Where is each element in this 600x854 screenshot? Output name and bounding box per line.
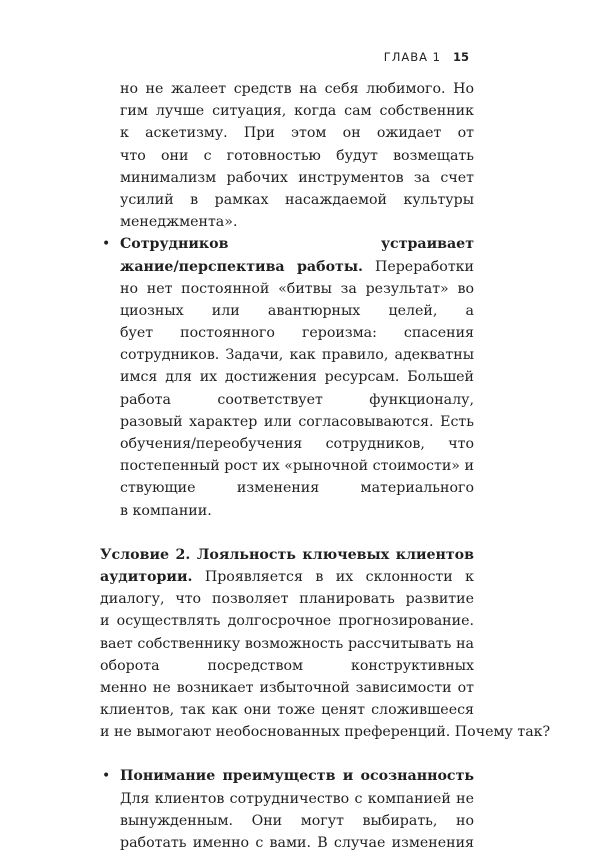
- text-line: менеджмента».: [120, 214, 238, 231]
- text-line: оборота посредством конструктивных: [100, 657, 474, 674]
- text-line: но не жалеет средств на себя любимого. Но: [120, 81, 474, 97]
- bullet-heading-cont: жание/перспектива работы.: [120, 258, 363, 275]
- text-line: бует постоянного героизма: спасения: [120, 325, 474, 342]
- text-line: работать именно с вами. В случае изменения: [120, 835, 474, 851]
- bullet-icon: •: [102, 236, 111, 253]
- page-body: [100, 78, 551, 854]
- text-line: вынужденным. Они могут выбирать, но: [120, 812, 474, 829]
- bullet-icon: •: [102, 768, 111, 785]
- text-line: [100, 566, 474, 588]
- condition-heading-cont: аудитории.: [100, 568, 193, 585]
- bullet-heading: Сотрудников устраивает: [120, 236, 474, 253]
- text-line: в компании.: [120, 502, 212, 519]
- text-line: работа соответствует функционалу,: [120, 391, 474, 408]
- text-line: диалогу, что позволяет планировать развитие: [100, 591, 474, 608]
- text-line: гим лучше ситуация, когда сам собственник: [120, 103, 474, 120]
- text-line: сотрудников. Задачи, как правило, адекватны: [120, 347, 474, 364]
- text-line: и осуществлять долгосрочное прогнозирование.: [100, 613, 474, 630]
- paragraph-gap: [100, 743, 474, 765]
- text-line: ствующие изменения материального: [120, 480, 474, 497]
- text-line: [120, 256, 474, 278]
- page-number: 15: [452, 50, 469, 64]
- bullet-heading: Понимание преимуществ и осознанность: [120, 768, 474, 785]
- condition-text: Проявляется в их склонности к: [204, 568, 474, 585]
- text-line: циозных или авантюрных целей, а: [120, 302, 474, 319]
- text-line: имся для их достижения ресурсам. Большей: [120, 369, 474, 386]
- running-header: [384, 50, 469, 64]
- text-line: и не вымогают необоснованных преференций. Почему так?: [100, 724, 551, 741]
- text-line: но нет постоянной «битвы за результат» во: [120, 280, 474, 297]
- text-line: клиентов, так как они тоже ценят сложившееся: [100, 702, 474, 719]
- text-line: вает собственнику возможность рассчитывать на: [100, 635, 474, 652]
- text-line: [120, 765, 474, 787]
- bullet-item-clients: [100, 765, 474, 854]
- text-line: Для клиентов сотрудничество с компанией не: [120, 790, 474, 807]
- text-line: обучения/переобучения сотрудников, что: [120, 436, 474, 452]
- bullet-text: Переработки: [374, 258, 474, 275]
- condition-heading: Условие 2. Лояльность ключевых клиентов: [100, 546, 474, 563]
- text-line: разовый характер или согласовываются. Есть: [120, 413, 474, 430]
- paragraph-gap: [100, 522, 474, 544]
- text-line: [120, 233, 474, 255]
- text-line: [100, 544, 474, 566]
- chapter-label: ГЛАВА 1: [383, 50, 441, 64]
- paragraph-condition-2: [100, 544, 551, 744]
- paragraph-continuation: [120, 78, 474, 233]
- text-line: к аскетизму. При этом он ожидает от: [120, 125, 474, 142]
- text-line: что они с готовностью будут возмещать: [120, 147, 474, 164]
- bullet-item-employees: [100, 233, 474, 521]
- text-line: минимализм рабочих инструментов за счет: [120, 169, 474, 186]
- text-line: менно не возникает избыточной зависимости от: [100, 679, 474, 696]
- text-line: постепенный рост их «рыночной стоимости» и: [120, 458, 474, 475]
- text-line: усилий в рамках насаждаемой культуры: [120, 191, 474, 208]
